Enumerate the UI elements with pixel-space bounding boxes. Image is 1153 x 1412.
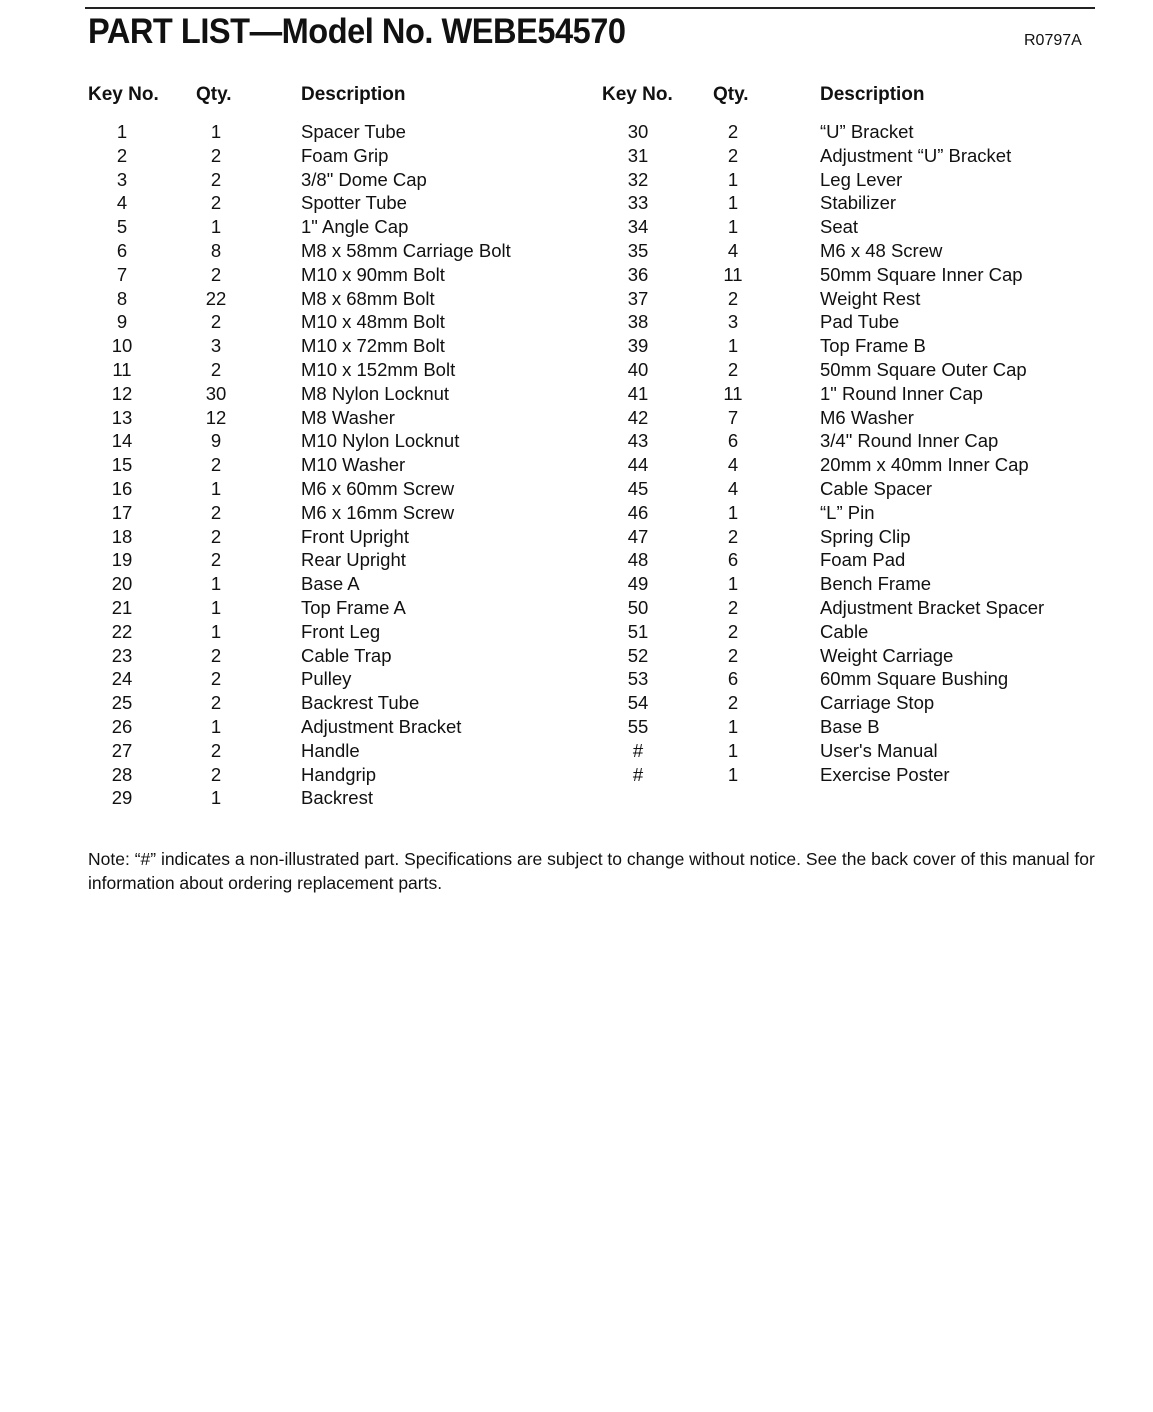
part-key-no: 44 — [627, 454, 649, 476]
part-qty: 2 — [210, 263, 222, 285]
part-qty: 1 — [727, 573, 739, 595]
part-description: 60mm Square Bushing — [820, 668, 1009, 690]
part-description: Base A — [301, 573, 360, 595]
part-qty: 4 — [727, 240, 739, 261]
part-qty: 2 — [210, 359, 222, 380]
part-description: Seat — [820, 216, 859, 238]
part-description: M10 x 90mm Bolt — [301, 263, 445, 285]
part-qty: 1 — [727, 168, 739, 190]
part-key-no: 2 — [116, 144, 128, 166]
part-qty: 4 — [727, 478, 739, 499]
part-description: Adjustment “U” Bracket — [820, 144, 1012, 166]
part-key-no: 6 — [116, 240, 128, 261]
part-description: 20mm x 40mm Inner Cap — [820, 454, 1029, 476]
part-qty: 3 — [727, 311, 739, 333]
part-qty: 2 — [727, 359, 739, 380]
part-qty: 1 — [210, 573, 222, 595]
part-description: M6 Washer — [820, 406, 914, 428]
part-key-no: 35 — [627, 240, 649, 261]
part-qty: 8 — [210, 240, 222, 261]
part-key-no: 46 — [627, 501, 649, 523]
part-description: Foam Grip — [301, 144, 389, 166]
part-key-no: 52 — [627, 644, 649, 666]
part-qty: 2 — [727, 121, 739, 142]
part-key-no: 32 — [627, 168, 649, 190]
part-qty: 1 — [210, 787, 222, 809]
part-key-no: 42 — [627, 406, 649, 428]
part-description: Backrest — [301, 787, 373, 809]
part-description: M8 x 58mm Carriage Bolt — [301, 240, 511, 261]
part-key-no: 21 — [111, 597, 133, 618]
part-qty: 2 — [727, 644, 739, 666]
part-description: Weight Carriage — [820, 644, 954, 666]
part-qty: 2 — [727, 692, 739, 714]
part-description: M10 x 48mm Bolt — [301, 311, 445, 333]
part-qty: 1 — [210, 121, 222, 142]
part-description: Spacer Tube — [301, 121, 406, 142]
part-description: M10 Nylon Locknut — [301, 430, 460, 452]
part-key-no: 38 — [627, 311, 649, 333]
part-qty: 11 — [723, 263, 743, 285]
part-key-no: 28 — [111, 763, 133, 785]
part-description: 50mm Square Inner Cap — [820, 263, 1023, 285]
part-key-no: 22 — [111, 620, 133, 642]
part-key-no: 24 — [111, 668, 133, 690]
part-qty: 2 — [210, 501, 222, 523]
part-qty: 6 — [727, 430, 739, 452]
part-key-no: 30 — [627, 121, 649, 142]
part-key-no: 15 — [111, 454, 133, 476]
part-description: M8 Nylon Locknut — [301, 382, 450, 404]
part-key-no: 14 — [111, 430, 133, 452]
right-desc-header: Description — [820, 84, 925, 105]
part-key-no: 20 — [111, 573, 133, 595]
part-description: Spotter Tube — [301, 192, 407, 214]
part-description: Leg Lever — [820, 168, 903, 190]
part-qty: 2 — [727, 144, 739, 166]
part-qty: 2 — [727, 525, 739, 547]
part-description: M6 x 48 Screw — [820, 240, 943, 261]
part-key-no: 3 — [116, 168, 128, 190]
part-qty: 12 — [205, 406, 227, 428]
part-qty: 2 — [210, 311, 222, 333]
part-qty: 1 — [210, 716, 222, 737]
part-description: Handgrip — [301, 763, 377, 785]
part-key-no: 47 — [627, 525, 649, 547]
part-key-no: 36 — [627, 263, 649, 285]
part-description: “U” Bracket — [820, 121, 914, 142]
part-description: 3/4" Round Inner Cap — [820, 430, 999, 452]
part-key-no: 25 — [111, 692, 133, 714]
part-key-no: 29 — [111, 787, 133, 809]
part-qty: 1 — [210, 620, 222, 642]
part-description: Front Leg — [301, 620, 381, 642]
part-key-no: 8 — [116, 287, 128, 309]
document-code: R0797A — [1024, 32, 1082, 49]
part-qty: 2 — [210, 549, 222, 571]
part-key-no: 49 — [627, 573, 649, 595]
part-description: M6 x 16mm Screw — [301, 501, 455, 523]
part-qty: 6 — [727, 668, 739, 690]
part-key-no: 5 — [116, 216, 128, 238]
part-qty: 2 — [210, 192, 222, 214]
part-key-no: 7 — [116, 263, 128, 285]
part-description: 50mm Square Outer Cap — [820, 359, 1027, 380]
part-description: Backrest Tube — [301, 692, 420, 714]
part-key-no: 18 — [111, 525, 133, 547]
part-key-no: 4 — [116, 192, 128, 214]
part-qty: 1 — [210, 216, 222, 238]
part-key-no: 45 — [627, 478, 649, 499]
part-description: Weight Rest — [820, 287, 921, 309]
part-key-no: 26 — [111, 716, 133, 737]
part-qty: 2 — [210, 668, 222, 690]
part-qty: 7 — [727, 406, 739, 428]
part-qty: 2 — [727, 287, 739, 309]
part-key-no: 43 — [627, 430, 649, 452]
part-qty: 6 — [727, 549, 739, 571]
part-key-no: 19 — [111, 549, 133, 571]
part-qty: 1 — [210, 478, 222, 499]
part-description: M8 x 68mm Bolt — [301, 287, 435, 309]
part-qty: 1 — [727, 216, 739, 238]
part-description: Carriage Stop — [820, 692, 935, 714]
part-description: 3/8" Dome Cap — [301, 168, 427, 190]
part-key-no: 13 — [111, 406, 133, 428]
part-description: Cable — [820, 620, 869, 642]
part-key-no: 54 — [627, 692, 649, 714]
part-key-no: 9 — [116, 311, 128, 333]
part-key-no: 16 — [111, 478, 133, 499]
part-description: Front Upright — [301, 525, 409, 547]
part-description: “L” Pin — [820, 501, 875, 523]
part-qty: 30 — [205, 382, 227, 404]
left-qty-header: Qty. — [196, 84, 232, 105]
part-description: Spring Clip — [820, 525, 911, 547]
part-description: Foam Pad — [820, 549, 906, 571]
part-description: User's Manual — [820, 739, 938, 761]
part-key-no: # — [632, 739, 644, 761]
part-qty: 1 — [727, 739, 739, 761]
part-key-no: 55 — [627, 716, 649, 737]
part-key-no: 37 — [627, 287, 649, 309]
top-rule — [85, 7, 1095, 9]
part-key-no: 31 — [627, 144, 649, 166]
part-qty: 2 — [210, 168, 222, 190]
part-description: Pad Tube — [820, 311, 900, 333]
part-qty: 4 — [727, 454, 739, 476]
part-description: M10 x 152mm Bolt — [301, 359, 456, 380]
part-qty: 2 — [210, 144, 222, 166]
part-key-no: 39 — [627, 335, 649, 357]
left-key-header: Key No. — [88, 84, 159, 105]
part-key-no: 48 — [627, 549, 649, 571]
part-qty: 2 — [210, 454, 222, 476]
part-key-no: # — [632, 763, 644, 785]
part-description: Exercise Poster — [820, 763, 950, 785]
footnote: Note: “#” indicates a non-illustrated part. Specifications are subject to change without notice. See the back cover of this manual for information about ordering replacement parts. — [88, 849, 1095, 893]
part-qty: 2 — [210, 739, 222, 761]
part-description: Bench Frame — [820, 573, 932, 595]
part-description: Cable Spacer — [820, 478, 933, 499]
part-key-no: 50 — [627, 597, 649, 618]
part-qty: 1 — [727, 192, 739, 214]
part-qty: 1 — [727, 501, 739, 523]
part-key-no: 34 — [627, 216, 649, 238]
part-qty: 2 — [727, 620, 739, 642]
part-qty: 11 — [723, 382, 743, 404]
part-description: M6 x 60mm Screw — [301, 478, 455, 499]
part-description: Pulley — [301, 668, 352, 690]
part-key-no: 40 — [627, 359, 649, 380]
part-description: Cable Trap — [301, 644, 392, 666]
part-description: Adjustment Bracket Spacer — [820, 597, 1045, 618]
page-title: PART LIST—Model No. WEBE54570 — [88, 12, 626, 51]
part-qty: 1 — [727, 763, 739, 785]
part-qty: 3 — [210, 335, 222, 357]
part-description: Rear Upright — [301, 549, 406, 571]
part-description: Top Frame B — [820, 335, 926, 357]
part-description: 1" Angle Cap — [301, 216, 409, 238]
right-key-header: Key No. — [602, 84, 673, 105]
part-key-no: 1 — [116, 121, 128, 142]
part-key-no: 41 — [627, 382, 649, 404]
part-description: 1" Round Inner Cap — [820, 382, 983, 404]
part-description: Stabilizer — [820, 192, 897, 214]
part-qty: 2 — [210, 644, 222, 666]
part-qty: 2 — [210, 692, 222, 714]
part-description: Base B — [820, 716, 880, 737]
right-qty-header: Qty. — [713, 84, 749, 105]
part-qty: 9 — [210, 430, 222, 452]
part-key-no: 51 — [627, 620, 649, 642]
part-qty: 1 — [727, 716, 739, 737]
part-qty: 1 — [727, 335, 739, 357]
part-key-no: 17 — [111, 501, 133, 523]
part-key-no: 33 — [627, 192, 649, 214]
part-key-no: 12 — [111, 382, 133, 404]
part-qty: 2 — [210, 525, 222, 547]
part-key-no: 27 — [111, 739, 133, 761]
part-description: M10 x 72mm Bolt — [301, 335, 445, 357]
part-qty: 1 — [210, 597, 222, 618]
part-key-no: 53 — [627, 668, 649, 690]
part-qty: 2 — [210, 763, 222, 785]
part-description: M10 Washer — [301, 454, 406, 476]
part-description: M8 Washer — [301, 406, 395, 428]
part-description: Handle — [301, 739, 360, 761]
part-key-no: 23 — [111, 644, 133, 666]
part-description: Adjustment Bracket — [301, 716, 462, 737]
part-description: Top Frame A — [301, 597, 406, 618]
part-qty: 22 — [205, 287, 227, 309]
part-key-no: 11 — [112, 359, 132, 380]
part-qty: 2 — [727, 597, 739, 618]
part-key-no: 10 — [111, 335, 133, 357]
left-desc-header: Description — [301, 84, 406, 105]
